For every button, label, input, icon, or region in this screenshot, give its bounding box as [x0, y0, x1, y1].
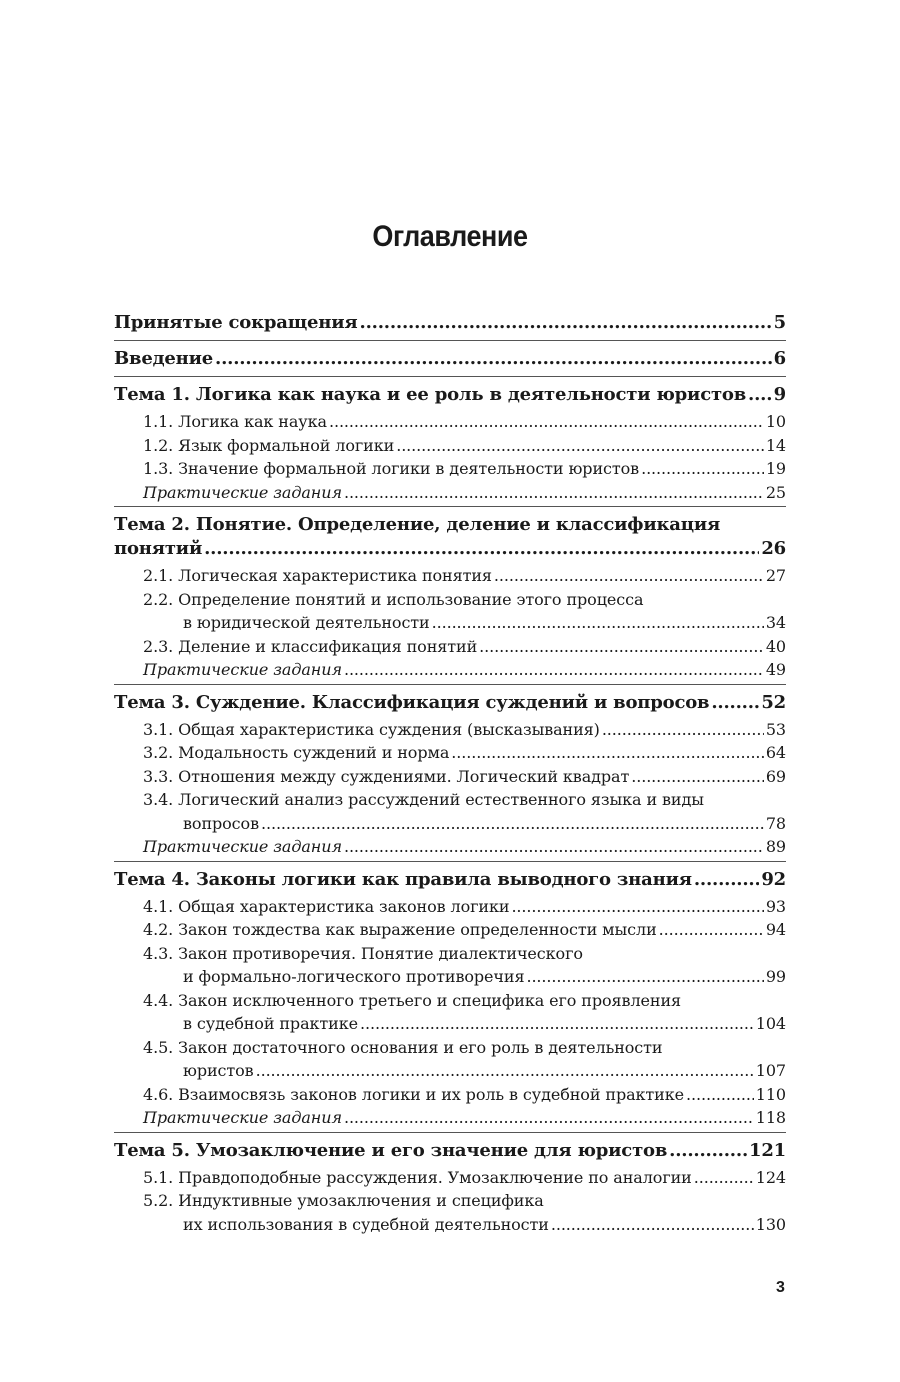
dot-leader: [479, 635, 764, 659]
divider: [114, 1132, 786, 1133]
toc-subentry-label: 1.3. Значение формальной логики в деятельности юристов: [143, 459, 640, 478]
toc-subentry[interactable]: [143, 1213, 786, 1237]
dot-leader: [641, 457, 764, 481]
toc-page-number: 78: [765, 813, 786, 833]
toc-subentry-label: 2.3. Деление и классификация понятий: [143, 636, 478, 656]
divider: [114, 340, 786, 341]
page-number: 3: [776, 1279, 785, 1296]
toc-page-number: 89: [765, 837, 786, 856]
toc-page-number: 5: [773, 312, 786, 333]
toc-topic-5[interactable]: [114, 1136, 786, 1166]
toc-subentry[interactable]: [143, 812, 786, 836]
toc-subentry[interactable]: [143, 1012, 786, 1036]
dot-leader: [215, 347, 772, 371]
toc-subentry[interactable]: [143, 718, 786, 742]
toc-subentry-practice[interactable]: [143, 835, 786, 859]
dot-leader: [432, 611, 764, 635]
table-of-contents: [114, 311, 786, 1236]
toc-page-number: 26: [761, 538, 786, 559]
toc-subentry[interactable]: [143, 895, 786, 919]
toc-page-number: 25: [765, 482, 786, 502]
toc-topic-title: понятий: [114, 538, 203, 559]
toc-page-number: 40: [765, 636, 786, 656]
toc-page-number: 107: [755, 1061, 786, 1080]
toc-subentry-line1[interactable]: 4.4. Закон исключенного третьего и специфика его проявления: [143, 990, 682, 1010]
toc-subentry-label: и формально-логического противоречия: [183, 967, 525, 986]
toc-page-number: 27: [765, 566, 786, 585]
toc-subentry-label: вопросов: [183, 813, 259, 833]
toc-page-number: 93: [765, 896, 786, 916]
toc-page-number: 69: [765, 766, 786, 786]
toc-subentry-label: юристов: [183, 1061, 254, 1080]
dot-leader: [344, 658, 764, 682]
toc-entry-introduction[interactable]: [114, 344, 786, 374]
dot-leader: [551, 1213, 754, 1237]
toc-subentry-line1[interactable]: 5.2. Индуктивные умозаключения и специфика: [143, 1191, 544, 1210]
toc-subentry[interactable]: [143, 410, 786, 434]
toc-subentry-label: 3.2. Модальность суждений и норма: [143, 743, 450, 762]
toc-subentry-practice[interactable]: [143, 658, 786, 682]
dot-leader: [344, 481, 764, 505]
dot-leader: [256, 1059, 754, 1083]
toc-topic-title: Тема 4. Законы логики как правила выводного знания: [114, 868, 692, 890]
toc-topic-1[interactable]: [114, 380, 786, 410]
toc-subentry-label: 3.1. Общая характеристика суждения (высказывания): [143, 719, 600, 739]
dot-leader: [451, 741, 764, 765]
toc-subentry-line1[interactable]: 2.2. Определение понятий и использование этого процесса: [143, 589, 644, 609]
toc-entry-label: Введение: [114, 348, 213, 369]
dot-leader: [694, 1166, 754, 1190]
toc-subentry-label: 3.3. Отношения между суждениями. Логический квадрат: [143, 766, 630, 786]
divider: [114, 684, 786, 685]
divider: [114, 861, 786, 862]
toc-topic-3[interactable]: [114, 688, 786, 718]
toc-page-number: 10: [765, 412, 786, 431]
dot-leader: [659, 918, 764, 942]
toc-page-number: 104: [755, 1014, 786, 1033]
toc-subentry[interactable]: [143, 611, 786, 635]
dot-leader: [204, 537, 759, 561]
toc-subentry[interactable]: [143, 564, 786, 588]
toc-topic-title: Тема 5. Умозаключение и его значение для юристов: [114, 1139, 668, 1161]
toc-subentry[interactable]: [143, 741, 786, 765]
page-title: Оглавление: [372, 220, 528, 253]
toc-subentry[interactable]: [143, 918, 786, 942]
toc-page-number: 52: [761, 691, 786, 713]
toc-topic-2-title-line1[interactable]: Тема 2. Понятие. Определение, деление и классификация: [114, 514, 721, 535]
toc-subentry-label: 1.2. Язык формальной логики: [143, 435, 395, 455]
toc-entry-abbreviations[interactable]: [114, 311, 786, 338]
dot-leader: [748, 383, 772, 407]
toc-subentry-label: их использования в судебной деятельности: [183, 1214, 549, 1234]
toc-topic-4[interactable]: [114, 865, 786, 895]
toc-subentry[interactable]: [143, 434, 786, 458]
dot-leader: [396, 434, 764, 458]
toc-subentry-label: 4.2. Закон тождества как выражение определенности мысли: [143, 920, 657, 939]
toc-subentry-line1[interactable]: 3.4. Логический анализ рассуждений естественного языка и виды: [143, 790, 704, 809]
toc-subentries: [114, 895, 786, 1130]
toc-page-number: 92: [761, 868, 786, 890]
toc-subentry-label: 5.1. Правдоподобные рассуждения. Умозаключение по аналогии: [143, 1167, 692, 1187]
dot-leader: [344, 835, 764, 859]
toc-page-number: 53: [765, 719, 786, 739]
toc-subentry[interactable]: [143, 635, 786, 659]
dot-leader: [602, 718, 764, 742]
dot-leader: [494, 564, 764, 588]
toc-subentry[interactable]: [143, 1059, 786, 1083]
toc-subentry-line1[interactable]: 4.3. Закон противоречия. Понятие диалектического: [143, 943, 583, 963]
toc-subentry-label: Практические задания: [143, 837, 342, 856]
dot-leader: [669, 1139, 747, 1163]
dot-leader: [511, 895, 763, 919]
toc-topic-2[interactable]: [114, 537, 786, 564]
toc-page-number: 110: [755, 1084, 786, 1104]
toc-page-number: 34: [765, 613, 786, 632]
toc-page-number: 49: [765, 660, 786, 679]
toc-page-number: 99: [765, 967, 786, 986]
toc-page-number: 14: [765, 435, 786, 455]
toc-subentry-line1[interactable]: 4.5. Закон достаточного основания и его роль в деятельности: [143, 1037, 663, 1057]
toc-page-number: 19: [765, 459, 786, 478]
divider: [114, 376, 786, 377]
toc-entry-label: Принятые сокращения: [114, 312, 358, 333]
dot-leader: [344, 1106, 754, 1130]
dot-leader: [526, 965, 763, 989]
toc-page-number: 6: [773, 348, 786, 369]
toc-page-number: 64: [765, 743, 786, 762]
toc-page-number: 118: [755, 1108, 786, 1127]
dot-leader: [329, 410, 764, 434]
dot-leader: [694, 868, 760, 892]
toc-page-number: 121: [749, 1139, 786, 1161]
toc-subentries: [114, 564, 786, 682]
toc-page-number: 9: [773, 384, 786, 405]
toc-subentries: [114, 718, 786, 859]
toc-subentry-label: 4.6. Взаимосвязь законов логики и их роль в судебной практике: [143, 1084, 685, 1104]
toc-subentry-label: 4.1. Общая характеристика законов логики: [143, 896, 510, 916]
toc-subentry-label: Практические задания: [143, 482, 342, 502]
toc-topic-title: Тема 1. Логика как наука и ее роль в деятельности юристов: [114, 384, 747, 405]
toc-subentry-label: Практические задания: [143, 660, 342, 679]
toc-subentry-label: 1.1. Логика как наука: [143, 412, 327, 431]
dot-leader: [261, 812, 764, 836]
toc-subentry-practice[interactable]: [143, 481, 786, 505]
dot-leader: [711, 691, 759, 715]
toc-subentry[interactable]: [143, 765, 786, 789]
dot-leader: [360, 1012, 754, 1036]
toc-subentry-label: Практические задания: [143, 1108, 342, 1127]
toc-subentry-label: 2.1. Логическая характеристика понятия: [143, 566, 492, 585]
toc-subentry[interactable]: [143, 1083, 786, 1107]
toc-topic-title: Тема 3. Суждение. Классификация суждений и вопросов: [114, 691, 710, 713]
toc-page-number: 124: [755, 1167, 786, 1187]
toc-page-number: 130: [755, 1214, 786, 1234]
toc-subentries: [114, 1166, 786, 1237]
toc-page-number: 94: [765, 920, 786, 939]
toc-subentries: [114, 410, 786, 504]
toc-subentry[interactable]: [143, 965, 786, 989]
toc-subentry[interactable]: [143, 457, 786, 481]
toc-subentry-practice[interactable]: [143, 1106, 786, 1130]
dot-leader: [360, 311, 772, 335]
toc-subentry-label: в юридической деятельности: [183, 613, 430, 632]
divider: [114, 506, 786, 507]
dot-leader: [686, 1083, 754, 1107]
dot-leader: [631, 765, 764, 789]
toc-subentry-label: в судебной практике: [183, 1014, 358, 1033]
toc-subentry[interactable]: [143, 1166, 786, 1190]
